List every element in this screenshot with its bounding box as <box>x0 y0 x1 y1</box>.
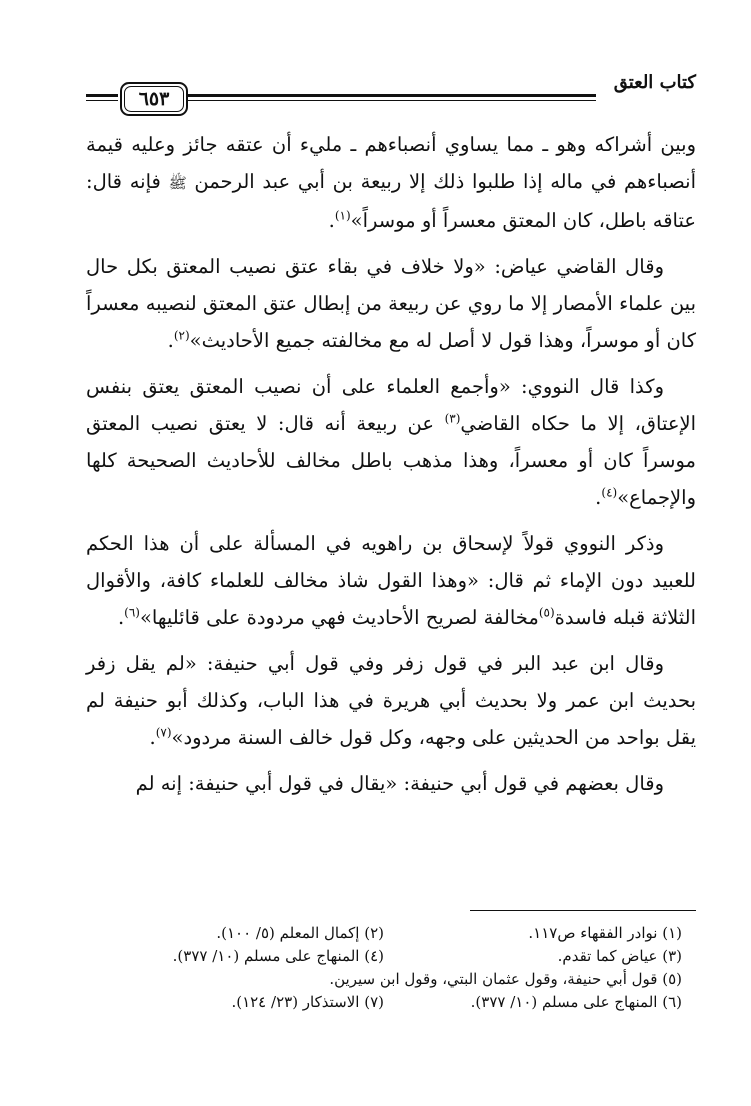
footnote-ref: (٦) <box>124 605 140 620</box>
page-header <box>86 68 696 118</box>
footnote-7: (٧) الاستذكار (٢٣/ ١٢٤). <box>231 993 384 1011</box>
paragraph: وقال القاضي عياض: «ولا خلاف في بقاء عتق نصيب المعتق بكل حال بين علماء الأمصار إلا ما روي عن ربيعة من إبطال عتق المعتق لنصيبه معسراً كان أو موسراً، وهذا قول لا أصل له مع مخالفته جميع الأحاديث»$^{(٢)}$. <box>86 255 696 352</box>
page-number <box>120 82 188 116</box>
header-rule-left <box>86 94 118 102</box>
footnote-3: (٣) عياض كما تقدم. <box>557 947 682 965</box>
footnote-4: (٤) المنهاج على مسلم (١٠/ ٣٧٧). <box>172 947 384 965</box>
footnote-separator <box>470 910 696 911</box>
footnote-row <box>86 991 682 1014</box>
footnote-ref: (٤) <box>601 485 618 500</box>
chapter-title: كتاب العتق <box>613 72 696 93</box>
footnote-row <box>86 968 682 991</box>
page-number-value: ٦٥٣ <box>138 88 170 110</box>
footnote-5: (٥) قول أبي حنيفة، وقول عثمان البتي، وقول ابن سيرين. <box>329 970 682 988</box>
footnote-ref: (٥) <box>538 605 555 620</box>
footnote-6: (٦) المنهاج على مسلم (١٠/ ٣٧٧). <box>470 993 682 1011</box>
paragraph: وذكر النووي قولاً لإسحاق بن راهويه في المسألة على أن هذا الحكم للعبيد دون الإماء ثم قال: «وهذا القول شاذ مخالف للعلماء كافة، والأقوال الثلاثة قبله فاسدة$^{(٥)}$مخالفة لصريح الأحاديث فهي مردودة على قائليها»$^{(٦)}$. <box>86 532 696 629</box>
footnote-2: (٢) إكمال المعلم (٥/ ١٠٠). <box>216 924 384 942</box>
header-rule-right <box>188 94 596 102</box>
footnote-row <box>86 922 682 945</box>
paragraph: وقال بعضهم في قول أبي حنيفة: «يقال في قول أبي حنيفة: إنه لم <box>135 772 664 795</box>
footnotes <box>86 922 682 1014</box>
footnote-ref: (٢) <box>173 328 190 343</box>
paragraph: وقال ابن عبد البر في قول زفر وفي قول أبي حنيفة: «لم يقل زفر بحديث ابن عمر ولا بحديث أبي هريرة في هذا الباب، وكذلك أبو حنيفة لم يقل بواحد من الحديثين على وجهه، وكل قول خالف السنة مردود»$^{(٧)}$. <box>86 652 696 749</box>
footnote-ref: (١) <box>334 208 351 223</box>
main-text <box>86 126 696 811</box>
paragraph: وكذا قال النووي: «وأجمع العلماء على أن نصيب المعتق يعتق بنفس الإعتاق، إلا ما حكاه القاضي$^{(٣)}$ عن ربيعة أنه قال: لا يعتق نصيب المعتق موسراً كان أو معسراً، وهذا مذهب باطل مخالف للأحاديث الصحيحة كلها والإجماع»$^{(٤)}$. <box>86 375 697 509</box>
paragraph: وبين أشراكه وهو ـ مما يساوي أنصباءهم ـ مليء أن عتقه جائز وعليه قيمة أنصباءهم في ماله إذا طلبوا ذلك إلا ربيعة بن أبي عبد الرحمن ﷺ فإنه قال: عتاقه باطل، كان المعتق معسراً أو موسراً»$^{(١)}$. <box>86 133 697 232</box>
footnote-1: (١) نوادر الفقهاء ص١١٧. <box>528 924 682 942</box>
footnote-ref: (٧) <box>155 725 172 740</box>
footnote-ref: (٣) <box>444 411 461 426</box>
honorific-glyph: ﷺ <box>168 174 187 192</box>
footnote-row <box>86 945 682 968</box>
